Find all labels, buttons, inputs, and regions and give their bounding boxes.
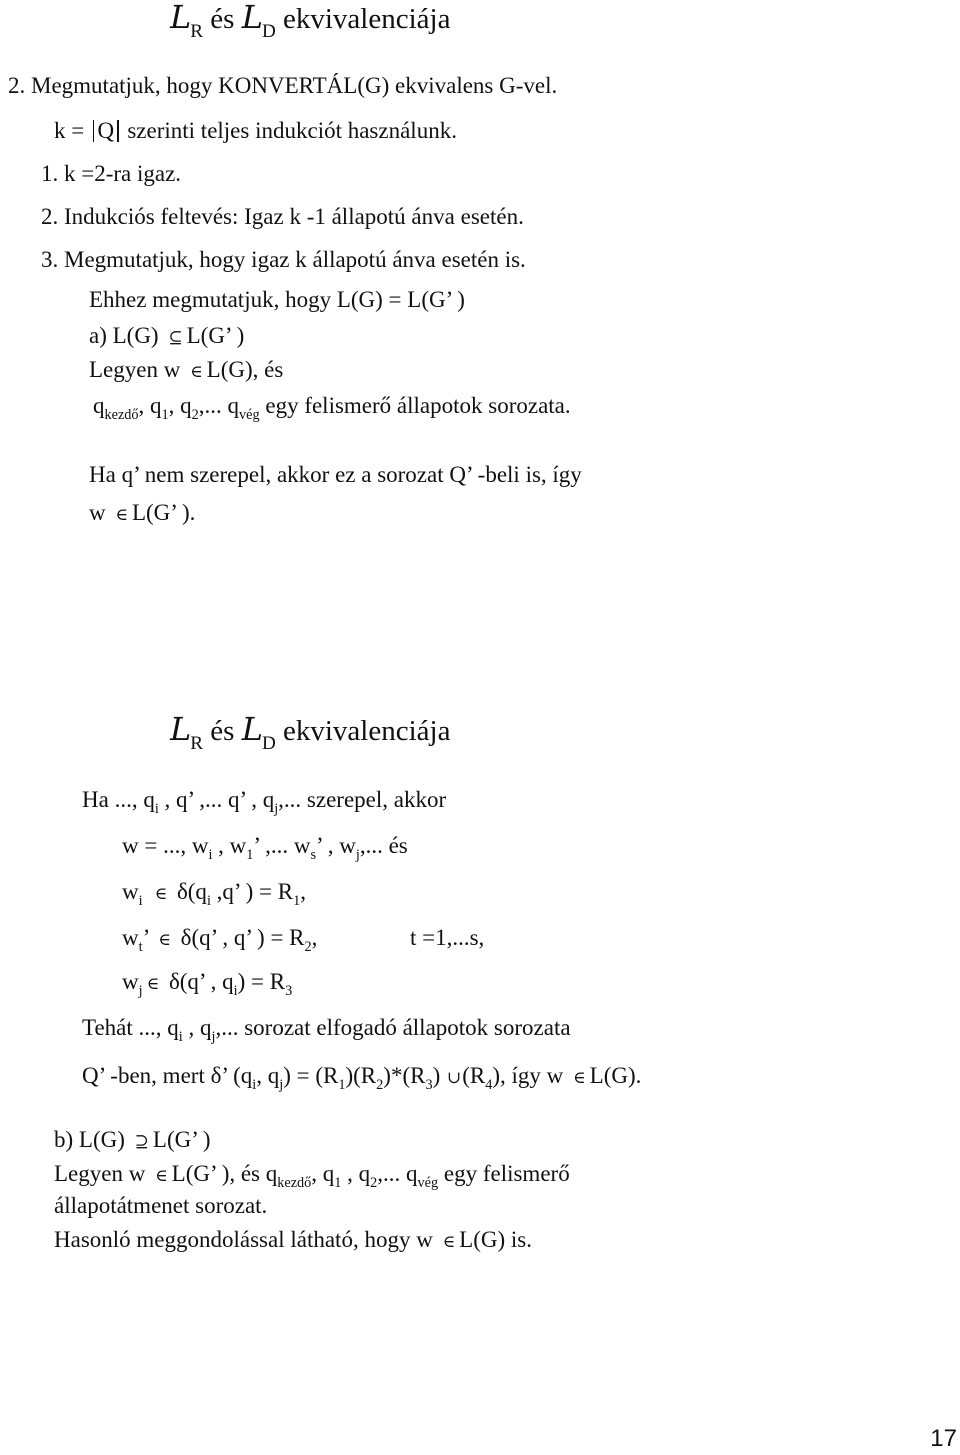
proof-line: Hasonló meggondolással látható, hogy w ∈ L(G) is.: [54, 1226, 532, 1256]
element-of-icon: ∈: [573, 1068, 586, 1088]
proof-line: állapotátmenet sorozat.: [54, 1193, 268, 1218]
proof-line: Ha q’ nem szerepel, akkor ez a sorozat Q’ -beli is, így: [89, 462, 582, 487]
supseteq-icon: ⊇: [134, 1132, 149, 1152]
section-title-1: $L_R$ és $L_D$ ekvivalenciája: [170, 0, 451, 42]
proof-line: t =1,...s,: [410, 925, 485, 950]
proof-line: 1. k =2-ra igaz.: [41, 161, 182, 186]
element-of-icon: ∈: [154, 884, 168, 904]
proof-line: w ∈ L(G’ ).: [89, 499, 195, 529]
proof-line: w = ..., $w_i$ , $w_1$’ ,... $w_s$’ , $w_j$,... és: [122, 833, 408, 863]
script-l-r: L: [170, 0, 191, 36]
script-l-d: L: [241, 710, 262, 748]
element-of-icon: ∈: [146, 974, 160, 994]
script-l-r: L: [170, 710, 191, 748]
proof-line: 3. Megmutatjuk, hogy igaz k állapotú ánva esetén is.: [41, 247, 526, 272]
section-title-2: $L_R$ és $L_D$ ekvivalenciája: [170, 710, 451, 754]
proof-line: b) L(G) ⊇ L(G’ ): [54, 1126, 211, 1156]
proof-line: Tehát ..., $q_i$ , $q_j$,... sorozat elfogadó állapotok sorozata: [82, 1015, 571, 1045]
proof-line: Ehhez megmutatjuk, hogy L(G) = L(G’ ): [89, 287, 465, 312]
proof-line: Legyen w ∈ L(G), és: [89, 356, 283, 386]
script-l-d: L: [241, 0, 262, 36]
proof-line: $w_j$ ∈ δ(q’ , $q_i) = R_3$: [122, 969, 293, 999]
proof-line: $w_i$ ∈ $\delta(q_i$ ,q’ ) = $R_1$,: [122, 879, 306, 909]
element-of-icon: ∈: [155, 1166, 168, 1186]
subseteq-icon: ⊆: [168, 328, 183, 348]
element-of-icon: ∈: [442, 1232, 456, 1252]
proof-line: $q_{kezdő}$, $q_1$, $q_2$,... $q_{vég}$ egy felismerő állapotok sorozata.: [93, 393, 571, 423]
element-of-icon: ∈: [115, 505, 128, 525]
proof-line: Ha ..., $q_i$ , q’ ,... q’ , $q_j$,... szerepel, akkor: [82, 787, 447, 817]
proof-line: $w_t$’ ∈ δ(q’ , q’ ) = $R_2$,: [122, 925, 318, 955]
proof-line: 2. Indukciós feltevés: Igaz k -1 állapotú ánva esetén.: [41, 204, 524, 229]
proof-line: 2. Megmutatjuk, hogy KONVERTÁL(G) ekvivalens G-vel.: [8, 73, 558, 98]
page-number: 17: [930, 1425, 957, 1452]
proof-line: a) L(G) ⊆ L(G’ ): [89, 322, 244, 352]
abs-bar-right: [117, 120, 119, 142]
element-of-icon: ∈: [190, 362, 203, 382]
union-icon: ∪: [447, 1068, 462, 1088]
element-of-icon: ∈: [158, 930, 171, 950]
proof-line: Q’ -ben, mert δ’ ($q_i$, $q_j) = (R_1)(R_2)*(R_3)$ $\cup(R_4)$, így w ∈ L(G).: [82, 1063, 642, 1093]
proof-line: Legyen w ∈ L(G’ ), és $q_{kezdő}$, $q_1$ , $q_2$,... $q_{vég}$ egy felismerő: [54, 1161, 570, 1191]
proof-line: k = Q szerinti teljes indukciót használunk.: [54, 118, 457, 143]
abs-bar-left: [93, 120, 95, 142]
